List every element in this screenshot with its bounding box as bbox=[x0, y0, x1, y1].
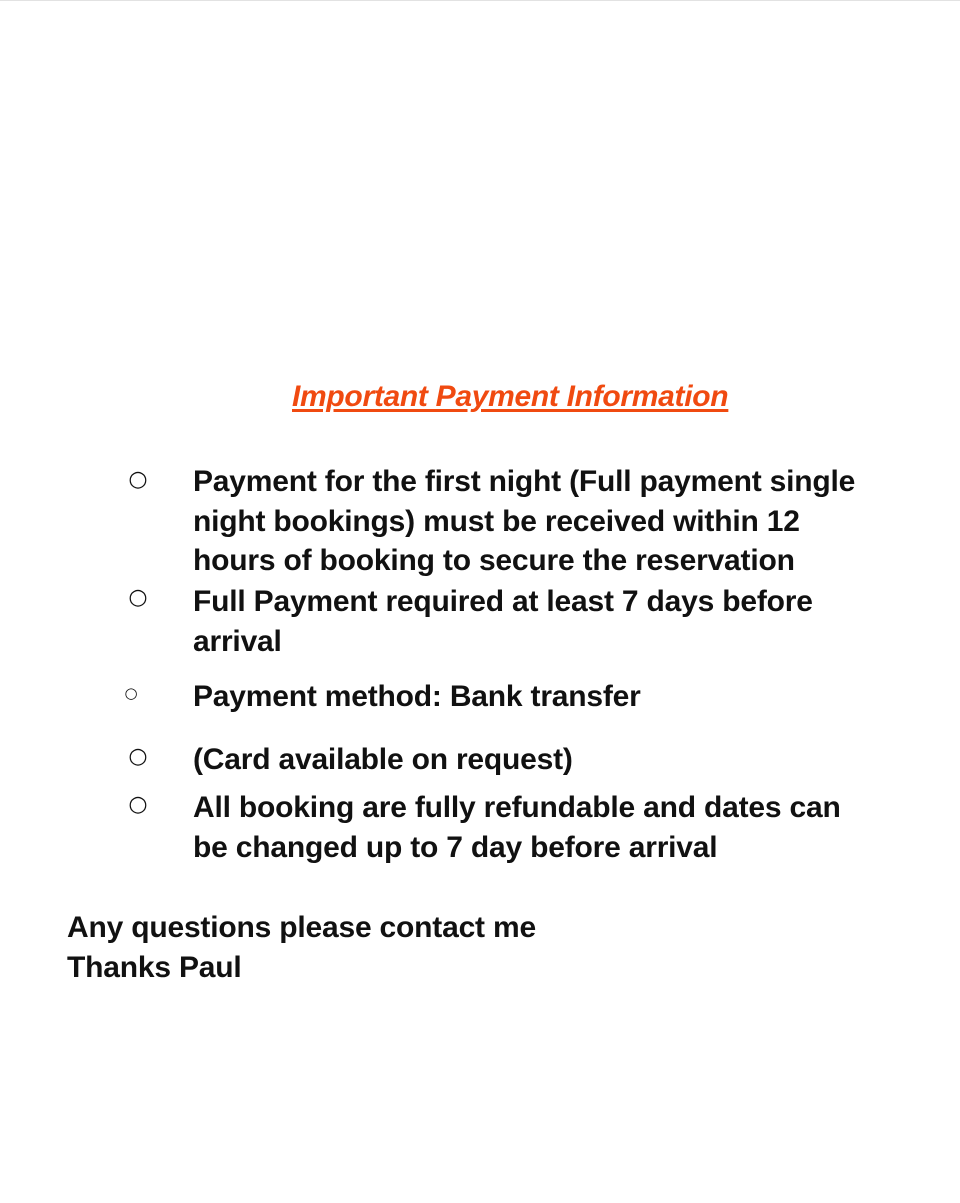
list-item-line: All booking are fully refundable and dates can bbox=[193, 791, 841, 824]
list-item bbox=[193, 677, 933, 717]
list-item-line: (Card available on request) bbox=[193, 743, 573, 776]
closing-line-questions: Any questions please contact me bbox=[67, 911, 536, 944]
list-item-line: Payment method: Bank transfer bbox=[193, 680, 641, 713]
list-item-line: Payment for the first night (Full payment single bbox=[193, 465, 856, 498]
closing-line-signoff: Thanks Paul bbox=[67, 951, 242, 984]
bullet-icon: ○ bbox=[128, 467, 148, 492]
bullet-icon: ○ bbox=[124, 684, 138, 702]
bullet-icon: ○ bbox=[128, 744, 148, 769]
closing-message bbox=[67, 908, 536, 988]
list-item bbox=[193, 788, 933, 867]
list-item bbox=[193, 582, 933, 661]
list-item bbox=[193, 462, 933, 581]
bullet-icon: ○ bbox=[128, 792, 148, 817]
list-item-line: hours of booking to secure the reservation bbox=[193, 544, 795, 577]
top-divider bbox=[0, 0, 960, 1]
document-title: Important Payment Information bbox=[292, 380, 729, 413]
bullet-icon: ○ bbox=[128, 585, 148, 610]
list-item-line: Full Payment required at least 7 days before bbox=[193, 585, 813, 618]
list-item-line: be changed up to 7 day before arrival bbox=[193, 830, 718, 864]
list-item bbox=[193, 740, 933, 780]
list-item-line: night bookings) must be received within 12 bbox=[193, 504, 800, 538]
list-item-line: arrival bbox=[193, 624, 282, 658]
